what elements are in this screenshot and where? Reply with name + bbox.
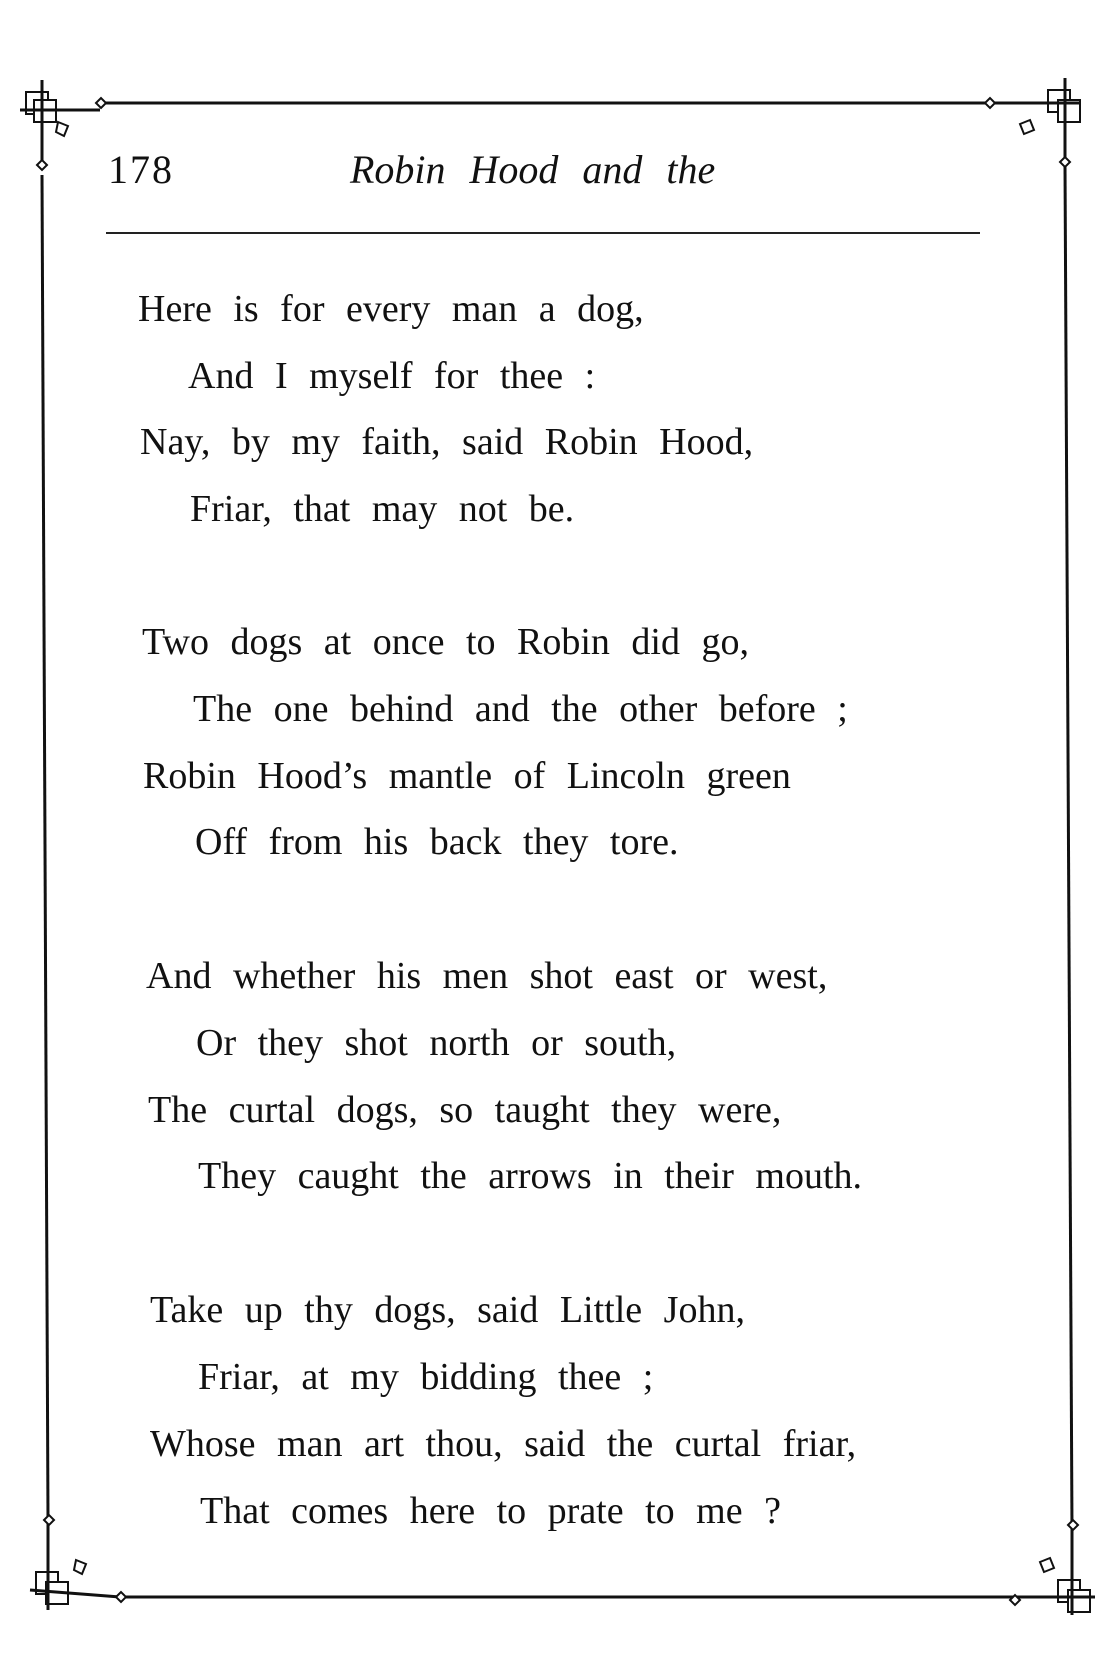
poem-line: Nay, by my faith, said Robin Hood, — [140, 421, 754, 463]
page-number: 178 — [108, 147, 174, 192]
poem-line: Friar, that may not be. — [190, 488, 575, 530]
poem-line: And whether his men shot east or west, — [146, 955, 828, 997]
poem-line: Friar, at my bidding thee ; — [198, 1356, 654, 1398]
poem-line: Two dogs at once to Robin did go, — [142, 621, 749, 663]
poem-line: Robin Hood’s mantle of Lincoln green — [143, 755, 791, 797]
poem-line: The curtal dogs, so taught they were, — [148, 1089, 782, 1131]
poem-line: The one behind and the other before ; — [193, 688, 848, 730]
poem-line: Here is for every man a dog, — [138, 288, 644, 330]
poem-line: Off from his back they tore. — [195, 821, 679, 863]
poem-line: Or they shot north or south, — [196, 1022, 677, 1064]
running-title: Robin Hood and the — [350, 147, 716, 192]
poem-line: Take up thy dogs, said Little John, — [150, 1289, 745, 1331]
poem-line: Whose man art thou, said the curtal friar, — [150, 1423, 857, 1465]
poem-line: They caught the arrows in their mouth. — [198, 1155, 863, 1197]
poem-line: And I myself for thee : — [188, 355, 596, 397]
poem-line: That comes here to prate to me ? — [200, 1490, 781, 1532]
